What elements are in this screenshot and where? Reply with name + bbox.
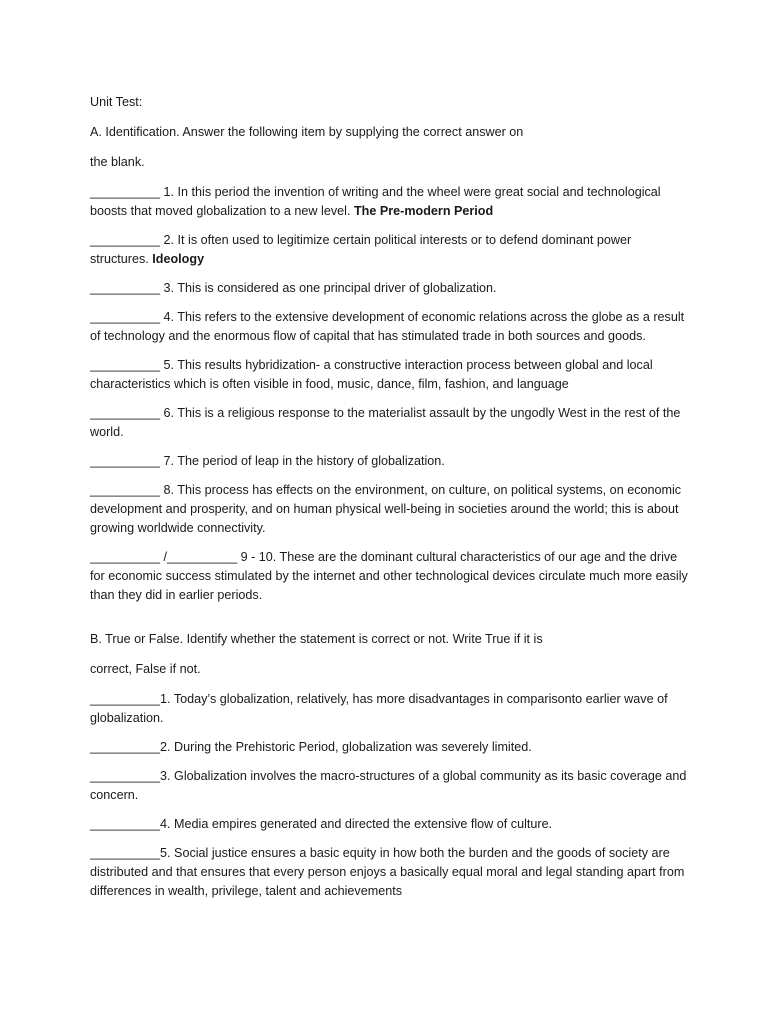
section-a-item (90, 279, 690, 298)
statement-text: 3. Globalization involves the macro-structures of a global community as its basic coverage and concern. (90, 769, 687, 802)
answer-blank: __________ /__________ (90, 550, 241, 564)
statement-text: 2. During the Prehistoric Period, globalization was severely limited. (160, 740, 532, 754)
answer-blank: __________ (90, 769, 161, 783)
question-text: 1. In this period the invention of writing and the wheel were great social and technological boosts that moved globalization to a new level. (90, 185, 661, 218)
answer-blank: __________ (90, 692, 161, 706)
section-a-heading-line2: the blank. (90, 155, 145, 169)
section-b-item (90, 690, 690, 728)
answer-blank: __________ (90, 846, 161, 860)
question-text: 6. This is a religious response to the materialist assault by the ungodly West in the rest of the world. (90, 406, 681, 439)
question-text: 2. It is often used to legitimize certain political interests or to defend dominant power structures. (90, 233, 632, 266)
answer-text: The Pre-modern Period (353, 204, 494, 218)
section-b-heading-line2: correct, False if not. (90, 662, 201, 676)
document-body (90, 93, 690, 911)
section-a-item (90, 481, 690, 538)
statement-text: 1. Today’s globalization, relatively, has more disadvantages in comparisonto earlier wave of globalization. (90, 692, 668, 725)
answer-blank: __________ (90, 358, 164, 372)
answer-blank: __________ (90, 281, 164, 295)
section-a-item (90, 231, 690, 269)
answer-blank: __________ (90, 310, 164, 324)
section-b-item (90, 844, 690, 901)
question-text: 8. This process has effects on the environment, on culture, on political systems, on economic development and prosperity, and on human physical well-being in societies around the world; this is about growing worldwide connectivity. (90, 483, 682, 535)
question-text: 9 - 10. These are the dominant cultural characteristics of our age and the drive for economic success stimulated by the internet and other technological devices circulate much more easily than they did in earlier periods. (90, 550, 688, 602)
section-b-item (90, 815, 690, 834)
page-title: Unit Test: (90, 95, 143, 109)
statement-text: 5. Social justice ensures a basic equity in how both the burden and the goods of society are distributed and that ensures that every person enjoys a basically equal moral and legal standing apart from differences in wealth, privilege, talent and achievements (90, 846, 685, 898)
answer-text: Ideology (152, 252, 205, 266)
section-a-item (90, 356, 690, 394)
answer-blank: __________ (90, 454, 164, 468)
answer-blank: __________ (90, 817, 161, 831)
statement-text: 4. Media empires generated and directed the extensive flow of culture. (160, 817, 553, 831)
section-a-item (90, 548, 690, 605)
answer-blank: __________ (90, 740, 161, 754)
section-b-item (90, 738, 690, 757)
section-a-item (90, 404, 690, 442)
question-text: 3. This is considered as one principal driver of globalization. (163, 281, 497, 295)
section-a-item (90, 308, 690, 346)
answer-blank: __________ (90, 233, 164, 247)
section-a-heading-line1: A. Identification. Answer the following item by supplying the correct answer on (90, 125, 524, 139)
section-a-item (90, 452, 690, 471)
answer-blank: __________ (90, 406, 164, 420)
section-b-heading-line1: B. True or False. Identify whether the statement is correct or not. Write True if it is (90, 632, 543, 646)
question-text: 4. This refers to the extensive development of economic relations across the globe as a result of technology and the enormous flow of capital that has stimulated trade in both sources and goods. (90, 310, 685, 343)
answer-blank: __________ (90, 483, 164, 497)
question-text: 7. The period of leap in the history of globalization. (163, 454, 445, 468)
answer-blank: __________ (90, 185, 164, 199)
section-b-item (90, 767, 690, 805)
question-text: 5. This results hybridization- a constructive interaction process between global and local characteristics which is often visible in food, music, dance, film, fashion, and language (90, 358, 653, 391)
section-a-item (90, 183, 690, 221)
